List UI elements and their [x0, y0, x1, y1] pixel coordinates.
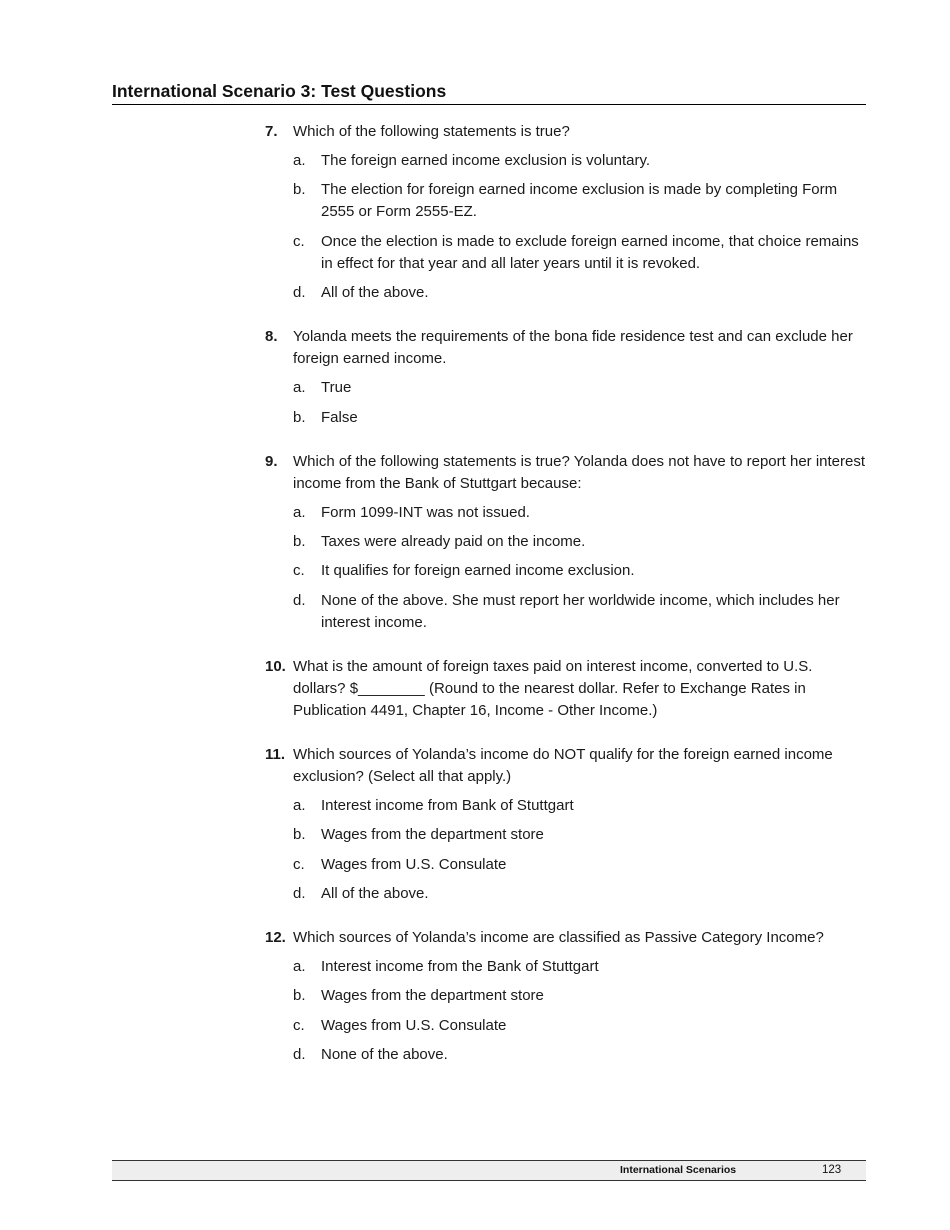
- option-text: The election for foreign earned income exclusion is made by completing Form 2555 or Form 2555-EZ.: [321, 181, 838, 221]
- question-number: 7.: [265, 123, 278, 140]
- question-9: [265, 451, 865, 634]
- answer-options: [293, 150, 865, 304]
- question-number: 10.: [265, 657, 286, 675]
- option-text: It qualifies for foreign earned income exclusion.: [321, 562, 635, 580]
- option-letter: a.: [293, 152, 306, 169]
- question-number: 12.: [265, 928, 286, 946]
- question-number: 11.: [265, 745, 286, 763]
- answer-option-a: [293, 956, 865, 978]
- answer-options: [293, 377, 865, 428]
- option-letter: d.: [293, 284, 306, 302]
- question-list: [265, 121, 865, 1088]
- option-letter: c.: [293, 855, 305, 873]
- answer-option-a: [293, 150, 865, 172]
- option-letter: a.: [293, 796, 306, 814]
- option-text: Form 1099-INT was not issued.: [321, 503, 530, 521]
- question-number: 9.: [265, 452, 278, 470]
- option-text: None of the above.: [321, 1046, 448, 1064]
- question-text: Yolanda meets the requirements of the bona fide residence test and can exclude her foreign earned income.: [293, 328, 853, 368]
- option-text: Wages from the department store: [321, 826, 544, 844]
- option-text: Wages from U.S. Consulate: [321, 1016, 507, 1034]
- option-letter: b.: [293, 408, 306, 426]
- answer-option-b: [293, 824, 865, 846]
- option-text: Taxes were already paid on the income.: [321, 532, 586, 550]
- option-letter: d.: [293, 591, 306, 609]
- answer-options: [293, 795, 865, 905]
- option-letter: c.: [293, 1016, 305, 1034]
- option-letter: c.: [293, 562, 305, 580]
- question-text: Which of the following statements is true?: [293, 123, 570, 140]
- answer-option-a: [293, 795, 865, 817]
- page-title: International Scenario 3: Test Questions: [112, 80, 866, 105]
- footer-section-title: International Scenarios: [620, 1164, 737, 1176]
- option-letter: b.: [293, 532, 306, 550]
- option-letter: a.: [293, 957, 306, 975]
- question-number: 8.: [265, 328, 278, 346]
- option-text: All of the above.: [321, 884, 429, 902]
- option-letter: a.: [293, 503, 306, 521]
- answer-option-a: [293, 502, 865, 524]
- option-text: The foreign earned income exclusion is voluntary.: [321, 152, 651, 169]
- answer-option-c: [293, 854, 865, 876]
- answer-option-b: [293, 407, 865, 429]
- option-text: Interest income from the Bank of Stuttgart: [321, 957, 599, 975]
- answer-option-b: [293, 179, 865, 223]
- question-text: Which sources of Yolanda’s income do NOT qualify for the foreign earned income exclusion? (Select all that apply.): [293, 745, 833, 785]
- question-text: What is the amount of foreign taxes paid on interest income, converted to U.S. dollars? $________ (Round to the nearest dollar. Refer to Exchange Rates in Publication 4491, Chapter 16, Income - Other Income.): [293, 657, 813, 719]
- option-text: All of the above.: [321, 284, 429, 302]
- page-footer: [112, 1160, 866, 1181]
- answer-option-b: [293, 985, 865, 1007]
- question-8: [265, 326, 865, 428]
- option-letter: b.: [293, 987, 306, 1005]
- option-letter: d.: [293, 884, 306, 902]
- answer-option-c: [293, 560, 865, 582]
- answer-option-c: [293, 1015, 865, 1037]
- option-letter: a.: [293, 379, 306, 397]
- option-letter: d.: [293, 1046, 306, 1064]
- question-text: Which sources of Yolanda’s income are classified as Passive Category Income?: [293, 928, 824, 946]
- option-text: Once the election is made to exclude foreign earned income, that choice remains in effect for that year and all later years until it is revoked.: [321, 232, 859, 272]
- question-11: [265, 744, 865, 905]
- page-number: 123: [822, 1164, 842, 1176]
- option-text: True: [321, 379, 352, 397]
- option-text: False: [321, 408, 358, 426]
- answer-option-a: [293, 377, 865, 399]
- question-12: [265, 927, 865, 1066]
- answer-options: [293, 956, 865, 1066]
- option-letter: c.: [293, 232, 305, 250]
- option-text: Interest income from Bank of Stuttgart: [321, 796, 574, 814]
- answer-option-d: [293, 282, 865, 304]
- option-text: Wages from U.S. Consulate: [321, 855, 507, 873]
- question-text: Which of the following statements is true? Yolanda does not have to report her interest income from the Bank of Stuttgart because:: [293, 452, 866, 492]
- answer-option-d: [293, 883, 865, 905]
- question-10: [265, 656, 865, 722]
- option-text: None of the above. She must report her worldwide income, which includes her interest income.: [321, 591, 840, 631]
- option-text: Wages from the department store: [321, 987, 544, 1005]
- answer-option-d: [293, 1044, 865, 1066]
- answer-option-c: [293, 231, 865, 275]
- answer-option-b: [293, 531, 865, 553]
- option-letter: b.: [293, 826, 306, 844]
- option-letter: b.: [293, 181, 306, 199]
- answer-options: [293, 502, 865, 634]
- question-7: [265, 121, 865, 304]
- answer-option-d: [293, 590, 865, 634]
